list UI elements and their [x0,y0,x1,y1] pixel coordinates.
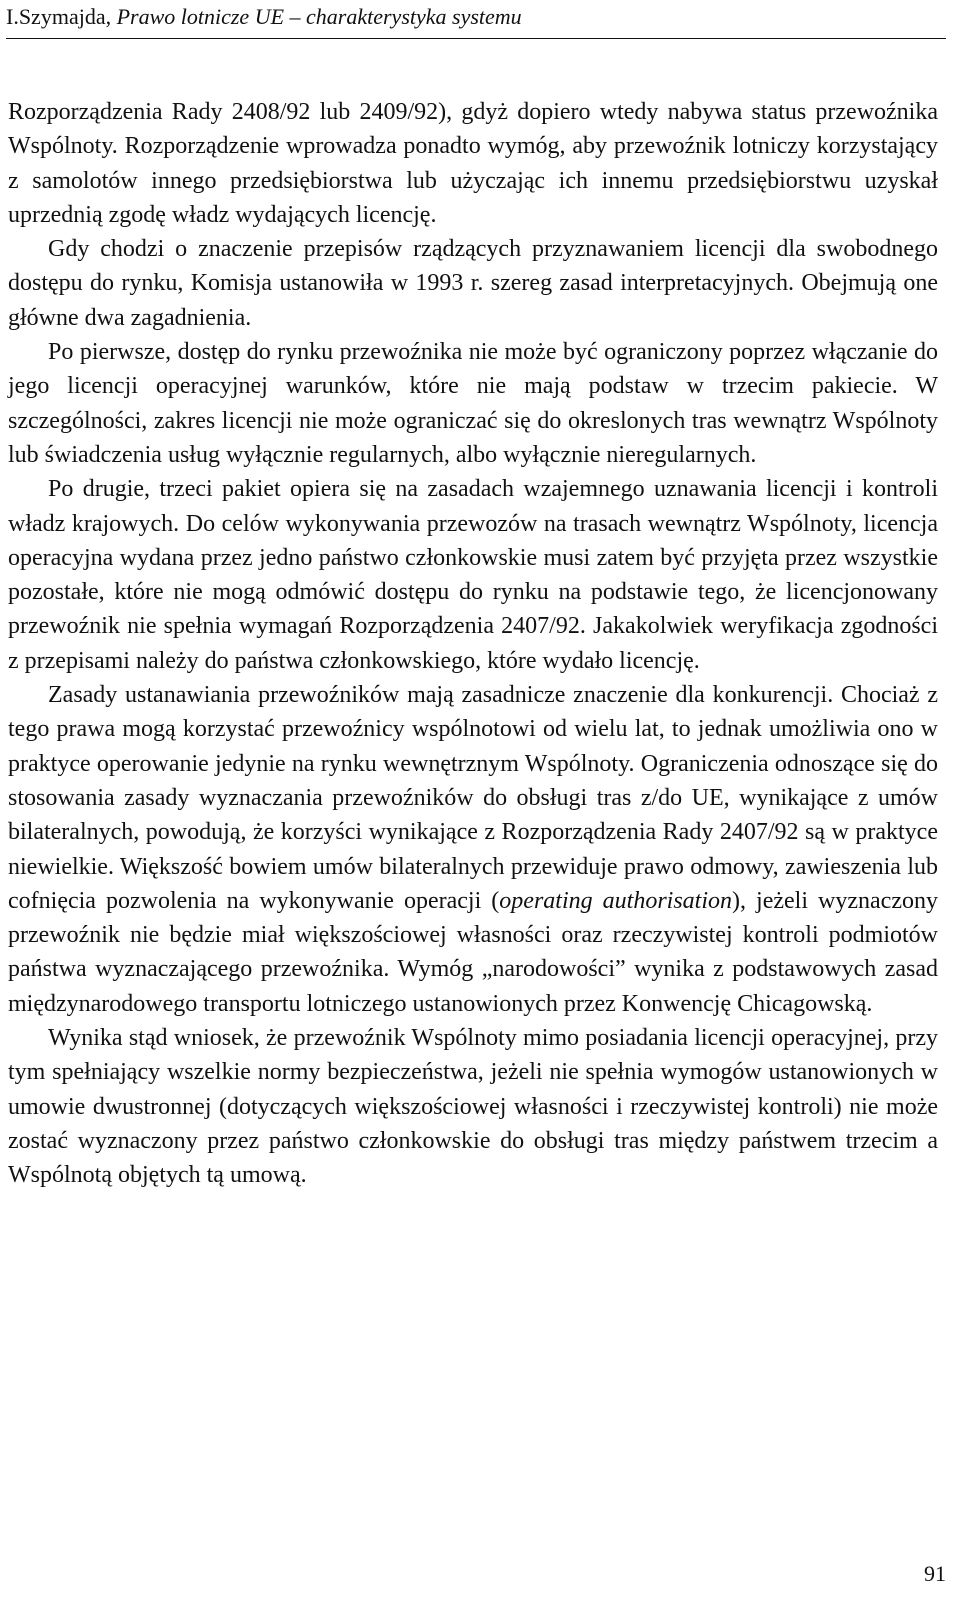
body-text [8,95,938,1193]
paragraph-establishment-rules-part1: Zasady ustanawiania przewoźników mają zasadnicze znaczenie dla konkurencji. Chociaż z tego prawa mogą korzystać przewoźnicy wspólnotowi od wielu lat, to jednak umożliwia ono w praktyce operowanie jedynie na rynku wewnętrznym Wspólnoty. Ograniczenia odnoszące się do stosowania zasady wyznaczania przewoźników do obsługi tras z/do UE, wynikające z umów bilateralnych, powodują, że korzyści wynikające z Rozporządzenia Rady 2407/92 są w praktyce niewielkie. Większość bowiem umów bilateralnych przewiduje prawo odmowy, zawieszenia lub cofnięcia pozwolenia na wykonywanie operacji ( [8,682,938,914]
paragraph-conclusion: Wynika stąd wniosek, że przewoźnik Wspólnoty mimo posiadania licencji operacyjnej, przy tym spełniający wszelkie normy bezpieczeństwa, jeżeli nie spełnia wymogów ustanowionych w umowie dwustronnej (dotyczących większościowej własności i rzeczywistej kontroli) nie może zostać wyznaczony przez państwo członkowskie do obsługi tras między państwem trzecim a Wspólnotą objętych tą umową. [8,1025,938,1189]
header-author: I.Szymajda, [6,4,117,29]
paragraph-second-issue: Po drugie, trzeci pakiet opiera się na zasadach wzajemnego uznawania licencji i kontroli władz krajowych. Do celów wykonywania przewozów na trasach wewnątrz Wspólnoty, licencja operacyjna wydana przez jedno państwo członkowskie musi zatem być przyjęta przez wszystkie pozostałe, które nie mogą odmówić dostępu do rynku na podstawie tego, że licencjonowany przewoźnik nie spełnia wymagań Rozporządzenia 2407/92. Jakakolwiek weryfikacja zgodności z przepisami należy do państwa członkowskiego, które wydało licencję. [8,476,938,674]
paragraph-first-issue: Po pierwsze, dostęp do rynku przewoźnika nie może być ograniczony poprzez włączanie do jego licencji operacyjnej warunków, które nie mają podstaw w trzecim pakiecie. W szczególności, zakres licencji nie może ograniczać się do okreslonych tras wewnątrz Wspólnoty lub świadczenia usług wyłącznie regularnych, albo wyłącznie nieregularnych. [8,339,938,468]
operating-authorisation-term: operating authorisation [499,887,733,914]
header-title: Prawo lotnicze UE – charakterystyka systemu [116,4,522,29]
paragraph-continuation: Rozporządzenia Rady 2408/92 lub 2409/92), gdyż dopiero wtedy nabywa status przewoźnika Wspólnoty. Rozporządzenie wprowadza ponadto wymóg, aby przewoźnik lotniczy korzystający z samolotów innego przedsiębiorstwa lub użyczając ich innemu przedsiębiorstwu uzyskał uprzednią zgodę władz wydających licencję. [8,99,938,228]
paragraph-establishment-rules-part2: ), jeżeli wyznaczony przewoźnik nie będzie miał większościowej własności oraz rzeczywistej kontroli podmiotów państwa wyznaczającego przewoźnika. Wymóg „narodowości” wynika z podstawowych zasad międzynarodowego transportu lotniczego ustanowionych przez Konwencję Chicagowską. [8,887,938,1017]
header-divider [6,38,946,39]
running-header [6,2,946,32]
paragraph-interpretation-rules: Gdy chodzi o znaczenie przepisów rządzących przyznawaniem licencji dla swobodnego dostępu do rynku, Komisja ustanowiła w 1993 r. szereg zasad interpretacyjnych. Obejmują one główne dwa zagadnienia. [8,236,938,331]
page-number: 91 [924,1561,946,1586]
paragraph-establishment-rules [8,678,938,1021]
